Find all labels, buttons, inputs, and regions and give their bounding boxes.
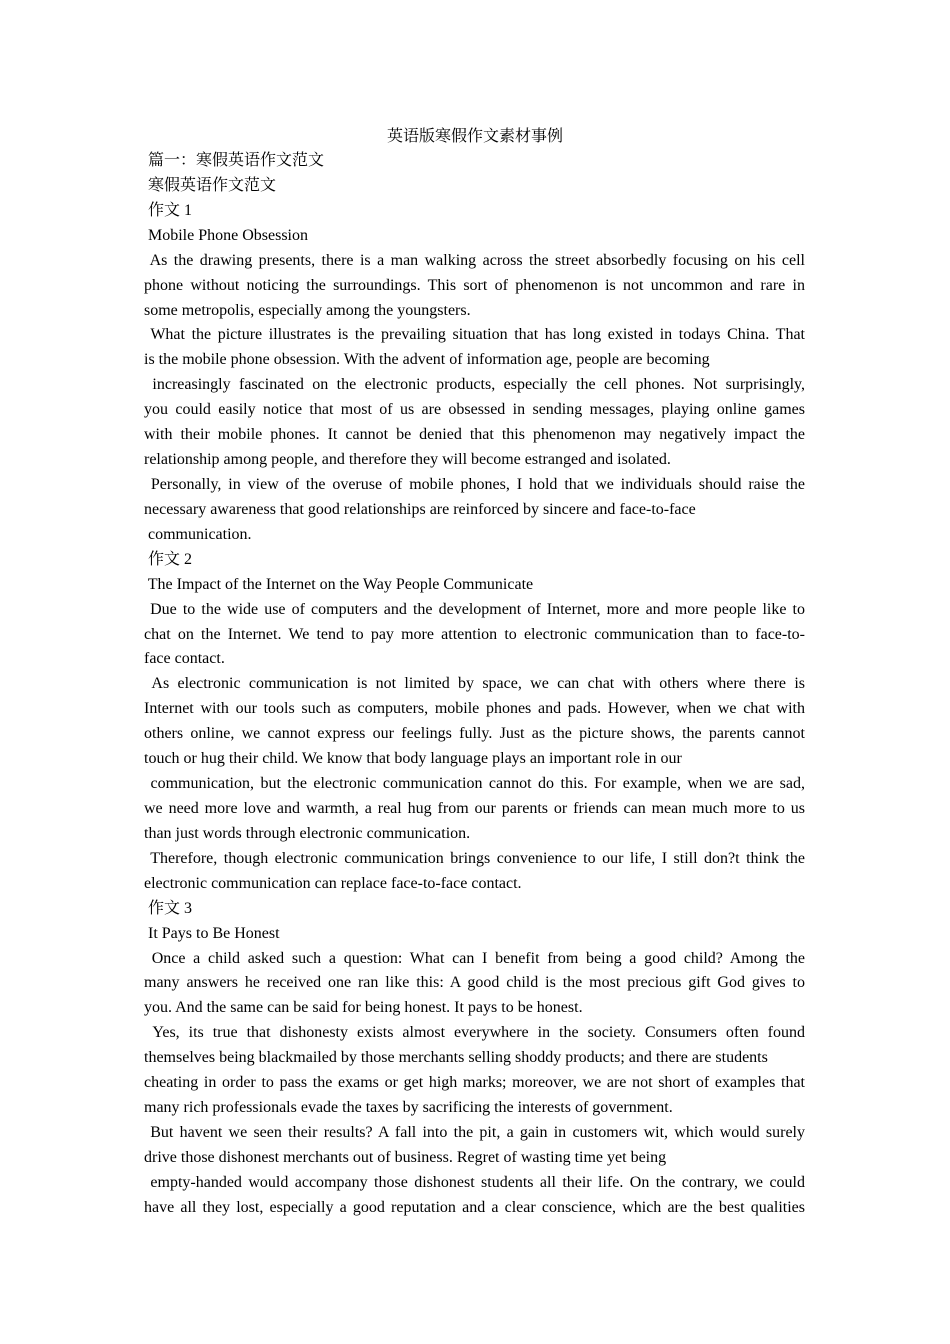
document-body — [144, 149, 805, 1221]
text-line: Mobile Phone Obsession — [144, 226, 308, 244]
text-line: chat on the Internet. We tend to pay more attention to electronic communication than to face-to- — [144, 625, 805, 643]
text-line: phone without noticing the surroundings. This sort of phenomenon is not uncommon and rare in — [144, 276, 805, 294]
text-line: touch or hug their child. We know that body language plays an important role in our — [144, 750, 682, 768]
text-line: 作文 2 — [144, 550, 193, 568]
text-line: Yes, its true that dishonesty exists almost everywhere in the society. Consumers often found — [144, 1024, 805, 1042]
text-line: drive those dishonest merchants out of business. Regret of wasting time yet being — [144, 1148, 667, 1166]
text-line: What the picture illustrates is the prevailing situation that has long existed in todays China. That — [144, 326, 805, 344]
text-line: It Pays to Be Honest — [144, 924, 280, 942]
text-line: Internet with our tools such as computers, mobile phones and pads. However, when we chat with — [144, 700, 805, 718]
text-line: 寒假英语作文范文 — [144, 176, 277, 194]
text-line: relationship among people, and therefore they will become estranged and isolated. — [144, 451, 671, 469]
text-line: others online, we cannot express our feelings fully. Just as the picture shows, the parents cannot — [144, 725, 805, 743]
text-line: communication. — [144, 525, 252, 543]
text-line: The Impact of the Internet on the Way People Communicate — [144, 575, 534, 593]
document-title: 英语版寒假作文素材事例 — [386, 128, 563, 145]
text-line: themselves being blackmailed by those merchants selling shoddy products; and there are students — [144, 1049, 768, 1067]
text-line: As electronic communication is not limited by space, we can chat with others where there is — [144, 675, 805, 693]
text-line: many rich professionals evade the taxes by sacrificing the interests of government. — [144, 1099, 673, 1117]
text-line: face contact. — [144, 650, 225, 668]
text-line: 作文 1 — [144, 201, 193, 219]
text-line: we need more love and warmth, a real hug from our parents or friends can mean much more to us — [144, 799, 805, 817]
text-line: cheating in order to pass the exams or get high marks; moreover, we are not short of examples that — [144, 1074, 805, 1092]
text-line: As the drawing presents, there is a man walking across the street absorbedly focusing on his cell — [144, 251, 805, 269]
text-line: empty-handed would accompany those dishonest students all their life. On the contrary, we could — [144, 1173, 805, 1191]
text-line: necessary awareness that good relationships are reinforced by sincere and face-to-face — [144, 500, 696, 518]
text-line: Therefore, though electronic communication brings convenience to our life, I still don?t think the — [144, 849, 805, 867]
text-line: electronic communication can replace face-to-face contact. — [144, 874, 522, 892]
text-line: increasingly fascinated on the electronic products, especially the cell phones. Not surprisingly, — [144, 376, 805, 394]
text-line: But havent we seen their results? A fall into the pit, a gain in customers wit, which would surely — [144, 1123, 805, 1141]
text-line: you could easily notice that most of us are obsessed in sending messages, playing online games — [144, 401, 805, 419]
text-line: many answers he received one ran like this: A good child is the most precious gift God gives to — [144, 974, 805, 992]
text-line: Due to the wide use of computers and the development of Internet, more and more people like to — [144, 600, 805, 618]
text-line: 篇一：寒假英语作文范文 — [144, 152, 325, 169]
text-line: than just words through electronic communication. — [144, 824, 471, 842]
text-line: is the mobile phone obsession. With the advent of information age, people are becoming — [144, 351, 710, 369]
text-line: some metropolis, especially among the youngsters. — [144, 301, 471, 319]
text-line: communication, but the electronic communication cannot do this. For example, when we are sad, — [144, 775, 805, 793]
text-line: Once a child asked such a question: What can I benefit from being a good child? Among the — [144, 949, 805, 967]
text-line: have all they lost, especially a good reputation and a clear conscience, which are the best qualities — [144, 1198, 805, 1216]
text-line: Personally, in view of the overuse of mobile phones, I hold that we individuals should raise the — [144, 475, 805, 493]
text-line: with their mobile phones. It cannot be denied that this phenomenon may negatively impact the — [144, 426, 805, 444]
text-line: 作文 3 — [144, 899, 193, 917]
text-line: you. And the same can be said for being honest. It pays to be honest. — [144, 999, 583, 1017]
